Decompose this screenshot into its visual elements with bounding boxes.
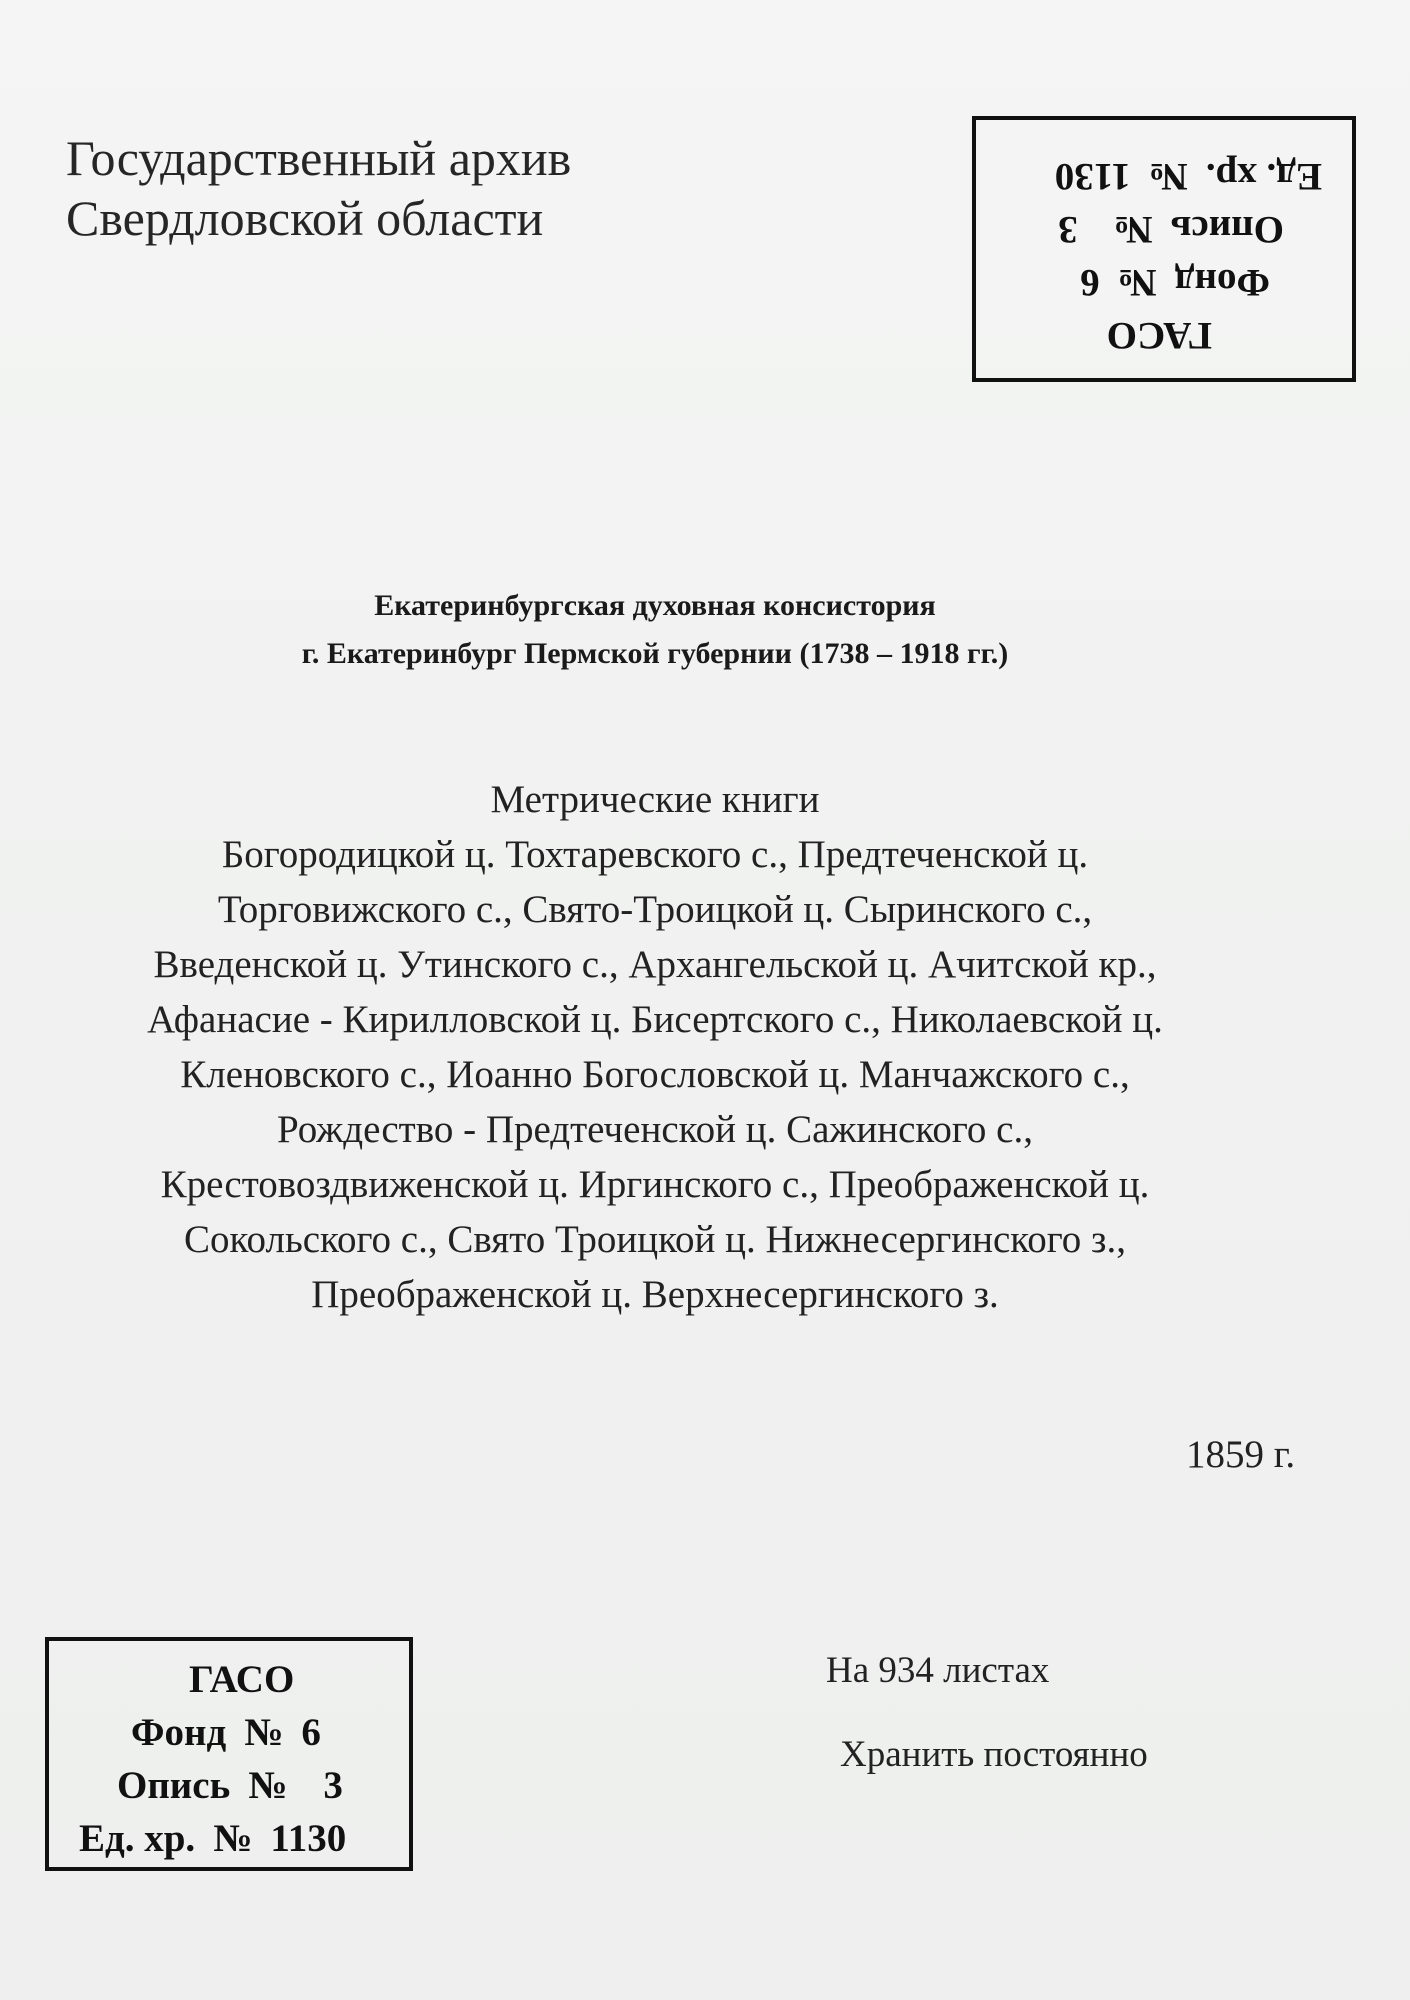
books-line: Преображенской ц. Верхнесергинского з.	[311, 1273, 999, 1316]
stamp-ed-value: 1130	[270, 1817, 347, 1860]
books-line: Сокольского с., Свято Троицкой ц. Нижнесергинского з.,	[184, 1218, 1126, 1261]
archive-stamp-upside-down	[972, 116, 1356, 382]
stamp-opis-value: 3	[1058, 208, 1078, 251]
books-line: Рождество - Предтеченской ц. Сажинского с.,	[277, 1108, 1033, 1151]
institution-line-2: г. Екатеринбург Пермской губернии (1738 – 1918 гг.)	[301, 637, 1009, 670]
stamp-ed-no-sign: №	[213, 1817, 253, 1860]
books-heading: Метрические книги	[490, 778, 820, 821]
books-line: Афанасие - Кирилловской ц. Бисертского с., Николаевской ц.	[147, 998, 1163, 1041]
storage-term: Хранить постоянно	[840, 1734, 1148, 1775]
stamp-fond-label: Фонд	[131, 1711, 227, 1754]
stamp-opis-label: Опись	[117, 1764, 231, 1807]
stamp-opis-value: 3	[323, 1764, 343, 1807]
stamp-opis-no-sign: №	[1113, 208, 1153, 251]
stamp-opis	[79, 1759, 409, 1812]
stamp-opis	[976, 203, 1322, 256]
books-line: Торговижского с., Свято-Троицкой ц. Сыринского с.,	[217, 888, 1093, 931]
stamp-fond-label: Фонд	[1174, 261, 1270, 304]
books-line: Крестовоздвиженской ц. Иргинского с., Преображенской ц.	[160, 1163, 1150, 1206]
stamp-fond-value: 6	[1080, 261, 1100, 304]
archive-name-line-2: Свердловской области	[66, 190, 544, 246]
books-line: Кленовского с., Иоанно Богословской ц. Манчажского с.,	[180, 1053, 1130, 1096]
stamp-fond	[976, 256, 1322, 309]
stamp-fond-no-sign: №	[244, 1711, 284, 1754]
year: 1859 г.	[1186, 1433, 1296, 1476]
stamp-opis-no-sign: №	[248, 1764, 288, 1807]
stamp-ed-label: Ед. хр.	[1205, 155, 1322, 198]
books-line: Введенской ц. Утинского с., Архангельской ц. Ачитской кр.,	[153, 943, 1157, 986]
stamp-ed-value: 1130	[1054, 155, 1131, 198]
stamp-ed-hr	[79, 1812, 409, 1865]
stamp-title: ГАСО	[1106, 314, 1212, 357]
stamp-fond	[79, 1706, 409, 1759]
books-line: Богородицкой ц. Тохтаревского с., Предтеченской ц.	[221, 833, 1089, 876]
stamp-fond-no-sign: №	[1117, 261, 1157, 304]
stamp-fond-value: 6	[301, 1711, 321, 1754]
stamp-ed-label: Ед. хр.	[79, 1817, 196, 1860]
sheet-count: На 934 листах	[826, 1650, 1050, 1691]
stamp-opis-label: Опись	[1170, 208, 1284, 251]
stamp-ed-hr	[976, 150, 1322, 203]
institution-line-1: Екатеринбургская духовная консистория	[374, 589, 936, 622]
stamp-ed-no-sign: №	[1148, 155, 1188, 198]
archive-name	[66, 128, 571, 248]
books-description	[40, 772, 1270, 1322]
institution-heading	[0, 582, 1310, 678]
archive-stamp	[45, 1637, 413, 1871]
archive-name-line-1: Государственный архив	[66, 130, 572, 186]
stamp-title: ГАСО	[189, 1658, 295, 1701]
